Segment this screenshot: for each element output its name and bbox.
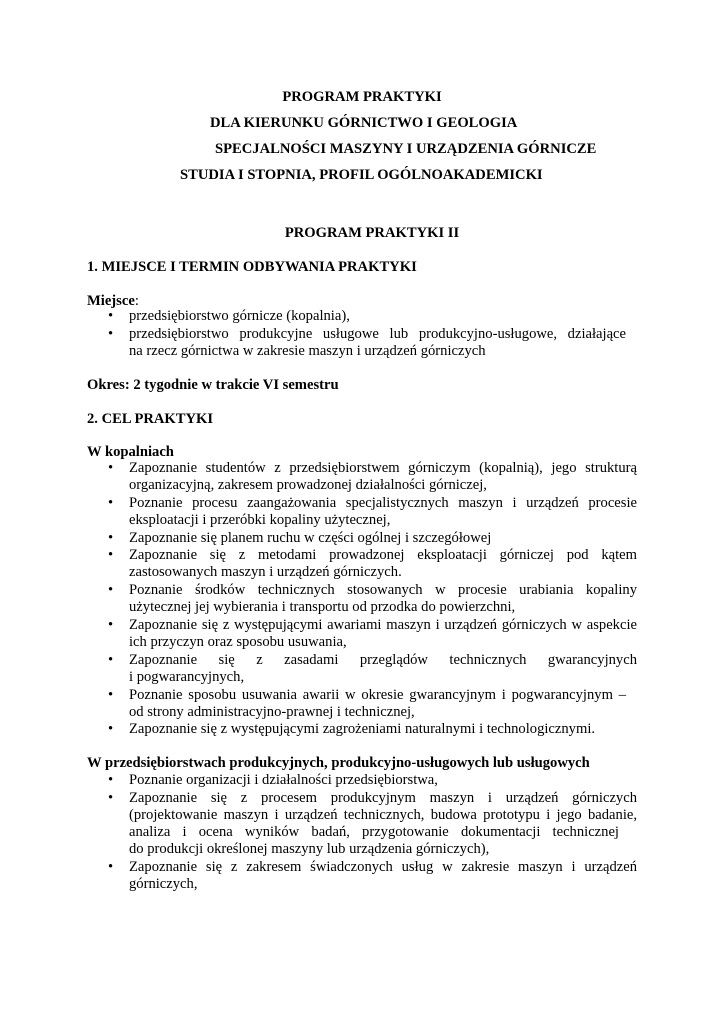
bullet-icon: • xyxy=(108,790,114,806)
list-item: Zapoznanie się z występującymi awariami maszyn i urządzeń górniczych w aspekcie xyxy=(129,617,637,633)
list-item: Poznanie środków technicznych stosowanych w procesie urabiania kopaliny xyxy=(129,582,637,598)
list-item: Zapoznanie się planem ruchu w części ogólnej i szczegółowej xyxy=(129,530,492,546)
period-line: Okres: 2 tygodnie w trakcie VI semestru xyxy=(87,377,339,393)
companies-heading: W przedsiębiorstwach produkcyjnych, produkcyjno-usługowych lub usługowych xyxy=(87,755,590,771)
place-label: Miejsce xyxy=(87,293,135,309)
list-item-continuation: zastosowanych maszyn i urządzeń górniczych. xyxy=(129,564,402,580)
list-item-continuation: do produkcji określonej maszyny lub urządzenia górniczych), xyxy=(129,841,490,857)
title-studia: STUDIA I STOPNIA, PROFIL OGÓLNOAKADEMICKI xyxy=(180,167,543,183)
bullet-icon: • xyxy=(108,308,114,324)
list-item: przedsiębiorstwo produkcyjne usługowe lub produkcyjno-usługowe, działające xyxy=(129,326,626,342)
bullet-icon: • xyxy=(108,652,114,668)
place-colon: : xyxy=(134,293,139,309)
list-item: Zapoznanie się z procesem produkcyjnym maszyn i urządzeń górniczych xyxy=(129,790,637,806)
list-item: Zapoznanie się z zasadami przeglądów technicznych gwarancyjnych xyxy=(129,652,637,668)
section-1-heading: 1. MIEJSCE I TERMIN ODBYWANIA PRAKTYKI xyxy=(87,259,417,275)
list-item-continuation: eksploatacji i przeróbki kopaliny użytecznej, xyxy=(129,512,391,528)
bullet-icon: • xyxy=(108,582,114,598)
bullet-icon: • xyxy=(108,547,114,563)
title-program-ii: PROGRAM PRAKTYKI II xyxy=(284,225,460,241)
bullet-icon: • xyxy=(108,617,114,633)
list-item: Zapoznanie się z metodami prowadzonej eksploatacji górniczej pod kątem xyxy=(129,547,637,563)
bullet-icon: • xyxy=(108,772,114,788)
list-item: Poznanie organizacji i działalności przedsiębiorstwa, xyxy=(129,772,438,788)
bullet-icon: • xyxy=(108,859,114,875)
title-kierunek: DLA KIERUNKU GÓRNICTWO I GEOLOGIA xyxy=(210,115,518,131)
list-item-continuation: (projektowanie maszyn i urządzeń technicznych, budowa prototypu i jego badanie, xyxy=(129,807,637,823)
bullet-icon: • xyxy=(108,495,114,511)
bullet-icon: • xyxy=(108,687,114,703)
list-item-continuation: od strony administracyjno-prawnej i technicznej, xyxy=(129,704,415,720)
list-item: przedsiębiorstwo górnicze (kopalnia), xyxy=(129,308,350,324)
list-item-continuation: ich przyczyn oraz sposobu usuwania, xyxy=(129,634,347,650)
section-2-heading: 2. CEL PRAKTYKI xyxy=(87,411,214,427)
list-item: Zapoznanie się z zakresem świadczonych usług w zakresie maszyn i urządzeń xyxy=(129,859,637,875)
list-item-continuation: organizacyjną, zakresem prowadzonej działalności górniczej, xyxy=(129,477,487,493)
bullet-icon: • xyxy=(108,721,114,737)
list-item: Poznanie sposobu usuwania awarii w okresie gwarancyjnym i pogwarancyjnym – xyxy=(129,687,626,703)
list-item-continuation: i pogwarancyjnych, xyxy=(129,669,245,685)
list-item-continuation: analiza i ocena wyników badań, przygotowanie dokumentacji technicznej xyxy=(129,824,619,840)
bullet-icon: • xyxy=(108,460,114,476)
list-item-continuation: użytecznej jej wybierania i transportu od przodka do powierzchni, xyxy=(129,599,516,615)
list-item: Zapoznanie się z występującymi zagrożeniami naturalnymi i technologicznymi. xyxy=(129,721,596,737)
list-item-continuation: górniczych, xyxy=(129,876,198,892)
list-item: Zapoznanie studentów z przedsiębiorstwem górniczym (kopalnią), jego strukturą xyxy=(129,460,637,476)
bullet-icon: • xyxy=(108,326,114,342)
bullet-icon: • xyxy=(108,530,114,546)
title-program: PROGRAM PRAKTYKI xyxy=(282,89,442,105)
title-specjalnosc: SPECJALNOŚCI MASZYNY I URZĄDZENIA GÓRNICZE xyxy=(215,141,597,157)
list-item: Poznanie procesu zaangażowania specjalistycznych maszyn i urządzeń procesie xyxy=(129,495,637,511)
mines-heading: W kopalniach xyxy=(87,444,174,460)
list-item-continuation: na rzecz górnictwa w zakresie maszyn i urządzeń górniczych xyxy=(129,343,486,359)
